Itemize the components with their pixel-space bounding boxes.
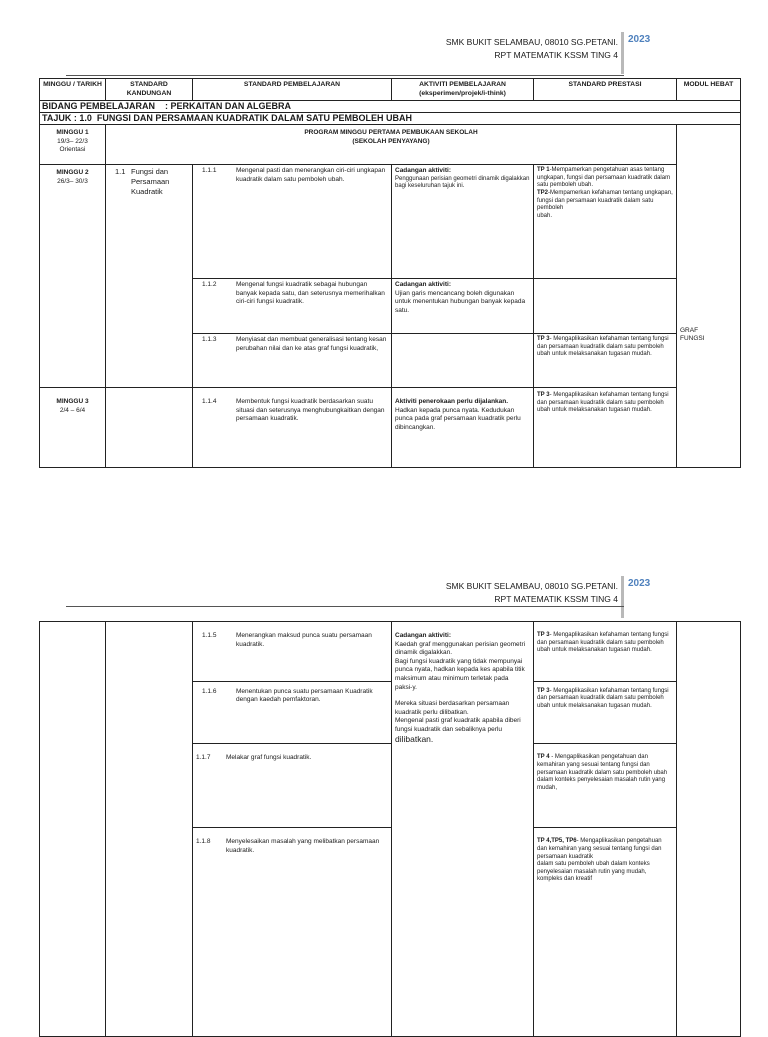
week2-cell <box>40 165 106 388</box>
year-label-2: 2023 <box>628 578 651 589</box>
week3-date: 2/4 – 6/4 <box>59 406 86 414</box>
week1-note: Orientasi <box>59 146 86 154</box>
akt-line-last: dilibatkan. <box>395 733 434 744</box>
akt1-title: Cadangan aktiviti: <box>395 167 451 175</box>
col-aktiviti-sub: (eksperimen/projek/i-think) <box>419 89 506 97</box>
school-name-2: SMK BUKIT SELAMBAU, 08010 SG.PETANI. <box>445 581 618 591</box>
header-divider <box>621 32 624 74</box>
header-rule-2 <box>66 606 624 607</box>
sp7-text: Melakar graf fungsi kuadratik. <box>226 754 312 762</box>
modul-label: GRAF FUNGSI <box>680 326 705 343</box>
week1-label: MINGGU 1 <box>56 129 89 137</box>
sp1-number: 1.1.1 <box>202 167 217 175</box>
school-header <box>446 36 618 62</box>
tp6-text: - Mengaplikasikan kefahaman tentang fungsi dan persamaan kuadratik dalam satu pemboleh ubah untuk melaksanakan tugasan mudah. <box>537 687 669 709</box>
akt1-cell <box>392 165 534 279</box>
sk-cell <box>106 165 193 388</box>
tp1-b-text2: ubah. <box>537 212 553 219</box>
tp1-b <box>537 190 673 213</box>
akt-line-5: maksimum atau minimum terletak pada <box>395 674 509 682</box>
week1-row <box>40 125 741 165</box>
sp5-text: Menerangkan maksud punca suatu persamaan kuadratik. <box>236 632 372 648</box>
akt2-title: Cadangan aktiviti: <box>395 281 451 289</box>
tp5-entry <box>537 632 673 655</box>
akt4-title: Aktiviti penerokaan perlu dijalankan. <box>395 398 509 406</box>
tp8-text3: kompleks dan kreatif <box>537 876 593 883</box>
sp6-text: Menentukan punca suatu persamaan Kuadratik dengan kaedah pemfaktoran. <box>236 687 373 704</box>
tp6-cell <box>534 681 677 744</box>
tp8-label: TP 4,TP5, TP6 <box>537 838 577 845</box>
subject-name: RPT MATEMATIK KSSM TING 4 <box>494 50 618 60</box>
col-prestasi: STANDARD PRESTASI <box>534 79 677 101</box>
sp1-text: Mengenal pasti dan menerangkan ciri-ciri ungkapan kuadratik dalam satu pemboleh ubah. <box>236 167 386 183</box>
akt1-text: Penggunaan perisian geometri dinamik digalakkan bagi keseluruhan tajuk ini. <box>395 175 530 190</box>
modul-cell <box>677 125 741 468</box>
tp4-text: - Mengaplikasikan kefahaman tentang fungsi dan persamaan kuadratik dalam satu pemboleh ubah untuk melaksanakan tugasan mudah. <box>537 392 669 414</box>
akt-p2-title: Cadangan aktiviti: <box>395 632 451 639</box>
col-aktiviti-title: AKTIVITI PEMBELAJARAN <box>419 81 506 88</box>
tp5-label: TP 3 <box>537 632 550 638</box>
tp6-entry <box>537 688 673 711</box>
tp8-text: - Mengaplikasikan pengetahuan dan kemahiran yang sesuai tentang fungsi dan persamaan kuadratik <box>537 838 662 860</box>
akt2-text: Ujian garis mencancang boleh digunakan untuk menentukan hubungan banyak kepada satu. <box>395 289 526 314</box>
sp2-cell <box>193 279 392 334</box>
akt4-cell <box>392 388 534 468</box>
tp1-b-label: TP2 <box>537 189 549 196</box>
col-sp: STANDARD PEMBELAJARAN <box>193 79 392 101</box>
sp3-number: 1.1.3 <box>202 336 217 344</box>
sp5-number: 1.1.5 <box>202 632 217 639</box>
week2-date: 26/3– 30/3 <box>57 177 88 185</box>
modul-cell-p2 <box>677 622 741 1037</box>
page2-header <box>0 576 768 616</box>
sp3-text: Menyiasat dan membuat generalisasi tentang kesan perubahan nilai dan ke atas graf fungsi kuadratik, <box>236 336 387 352</box>
tp1-a <box>537 167 673 190</box>
akt-line-3: Bagi fungsi kuadratik yang tidak mempunyai <box>395 657 523 665</box>
tp4-cell <box>534 388 677 468</box>
akt-line-8: Mereka situasi berdasarkan persamaan <box>395 700 510 708</box>
school-name: SMK BUKIT SELAMBAU, 08010 SG.PETANI. <box>445 37 618 47</box>
tp7-cell <box>534 744 677 828</box>
tp4-entry <box>537 392 673 415</box>
week3-cell <box>40 388 106 468</box>
tajuk: TAJUK : 1.0 FUNGSI DAN PERSAMAAN KUADRATIK DALAM SATU PEMBOLEH UBAH <box>40 113 741 125</box>
week3-label: MINGGU 3 <box>56 398 89 406</box>
sp6-cell <box>193 681 392 744</box>
akt3-cell <box>392 334 534 388</box>
minggu-cell-p2 <box>40 622 106 1037</box>
akt-line-4: punca nyata, hadkan kepada kes apabila titik <box>395 666 525 674</box>
bidang-pembelajaran: BIDANG PEMBELAJARAN : PERKAITAN DAN ALGEBRA <box>40 101 741 113</box>
program-subtitle: (SEKOLAH PENYAYANG) <box>352 137 430 145</box>
tp1-a-label: TP 1 <box>537 167 550 174</box>
tp4-label: TP 3 <box>537 392 550 399</box>
sp4-number: 1.1.4 <box>202 398 217 406</box>
column-header-row <box>40 79 741 101</box>
sp7-number: 1.1.7 <box>196 754 211 762</box>
week1-cell <box>40 125 106 165</box>
tp5-text: - Mengaplikasikan kefahaman tentang fungsi dan persamaan kuadratik dalam satu pemboleh ubah untuk melaksanakan tugasan mudah. <box>537 632 669 654</box>
tp2-cell <box>534 279 677 334</box>
sk-entry <box>109 167 189 197</box>
sp4-entry <box>196 398 388 424</box>
sp4-text: Membentuk fungsi kuadratik berdasarkan suatu situasi dan seterusnya menghubungkaitkan dengan persamaan kuadratik. <box>236 398 385 423</box>
sp1-entry <box>196 167 388 184</box>
tp8-text2: dalam satu pemboleh ubah dalam konteks penyelesaian masalah rutin yang mudah, <box>537 861 650 875</box>
sp6-entry <box>196 688 388 705</box>
sp5-row <box>40 622 741 682</box>
page1-header <box>0 32 768 72</box>
akt4-text: Hadkan kepada punca nyata. Kedudukan punca pada graf persamaan kuadratik perlu dibincangkan. <box>395 406 521 431</box>
akt-line-10 <box>395 717 530 745</box>
subject-name-2: RPT MATEMATIK KSSM TING 4 <box>494 594 618 604</box>
tp3-label: TP 3 <box>537 336 550 343</box>
sp4-cell <box>193 388 392 468</box>
col-minggu: MINGGU / TARIKH <box>40 79 106 101</box>
akt-line-10-text: Mengenal pasti graf kuadratik apabila diberi fungsi kuadratik dan sebaliknya perlu <box>395 717 521 733</box>
school-header-2 <box>446 580 618 606</box>
sp6-number: 1.1.6 <box>202 687 217 695</box>
year-label: 2023 <box>628 34 651 45</box>
sk-number: 1.1 <box>115 167 126 177</box>
akt-line-2: dinamik digalakkan. <box>395 649 453 657</box>
sp8-cell <box>193 828 392 1037</box>
sp2-entry <box>196 281 388 307</box>
col-sk: STANDARD KANDUNGAN <box>106 79 193 101</box>
sp3-entry <box>196 336 388 353</box>
sk-text: Fungsi dan Persamaan Kuadratik <box>131 167 170 197</box>
akt-line-7 <box>395 692 530 700</box>
tp1-b-text: -Mempamerkan kefahaman tentang ungkapan, fungsi dan persamaan kuadratik dalam satu pemboleh <box>537 189 673 212</box>
header-divider-2 <box>621 576 624 618</box>
col-aktiviti <box>392 79 534 101</box>
tp1-a-text: -Mempamerkan pengetahuan asas tentang ungkapan, fungsi dan persamaan kuadratik dalam satu pemboleh ubah. <box>537 167 671 189</box>
sp8-number: 1.1.8 <box>196 838 211 846</box>
week3-row <box>40 388 741 468</box>
sk-cell-p2 <box>106 622 193 1037</box>
rpt-table-page2 <box>39 621 741 1037</box>
col-modul: MODUL HEBAT <box>677 79 741 101</box>
tp7-label: TP 4 <box>537 754 550 761</box>
sp7-cell <box>193 744 392 828</box>
sp2-text: Mengenal fungsi kuadratik sebagai hubungan banyak kepada satu, dan seterusnya memerihalkan ciri-ciri fungsi kuadratik. <box>236 281 385 306</box>
week1-date: 19/3– 22/3 <box>57 137 88 145</box>
sp2-number: 1.1.2 <box>202 281 217 289</box>
sk3-cell <box>106 388 193 468</box>
sp7-entry <box>196 754 388 763</box>
tp8-entry <box>537 838 673 861</box>
tp3-cell <box>534 334 677 388</box>
sp5-entry <box>196 632 388 649</box>
sp1-row <box>40 165 741 279</box>
program-cell <box>106 125 677 165</box>
tp7-text: - Mengaplikasikan pengetahuan dan kemahiran yang sesuai tentang fungsi dan persamaan kuadratik dalam satu pemboleh ubah dalam konteks penyelesaian masalah rutin yang mudah, <box>537 754 668 791</box>
akt-cell-p2 <box>392 622 534 1037</box>
sp3-cell <box>193 334 392 388</box>
sp5-cell <box>193 622 392 682</box>
tp3-text: - Mengaplikasikan kefahaman tentang fungsi dan persamaan kuadratik dalam satu pemboleh ubah untuk melaksanakan tugasan mudah. <box>537 336 669 358</box>
sp8-text: Menyelesaikan masalah yang melibatkan persamaan kuadratik. <box>226 838 380 855</box>
tp1-cell <box>534 165 677 279</box>
akt2-cell <box>392 279 534 334</box>
rpt-table-page1 <box>39 78 741 468</box>
akt-line-9: kuadratik perlu dilibatkan. <box>395 708 469 716</box>
program-title: PROGRAM MINGGU PERTAMA PEMBUKAAN SEKOLAH <box>304 129 478 137</box>
header-rule <box>66 75 624 76</box>
tp5-cell <box>534 622 677 682</box>
bidang-row <box>40 101 741 113</box>
tp6-label: TP 3 <box>537 687 550 694</box>
akt-line-1: Kaedah graf menggunakan perisian geometri <box>395 640 526 648</box>
sp1-cell <box>193 165 392 279</box>
sp8-entry <box>196 838 388 855</box>
tajuk-row <box>40 113 741 125</box>
tp7-entry <box>537 754 673 792</box>
akt-line-6: paksi-y. <box>395 683 417 691</box>
tp8-cell <box>534 828 677 1037</box>
week2-label: MINGGU 2 <box>56 169 89 177</box>
